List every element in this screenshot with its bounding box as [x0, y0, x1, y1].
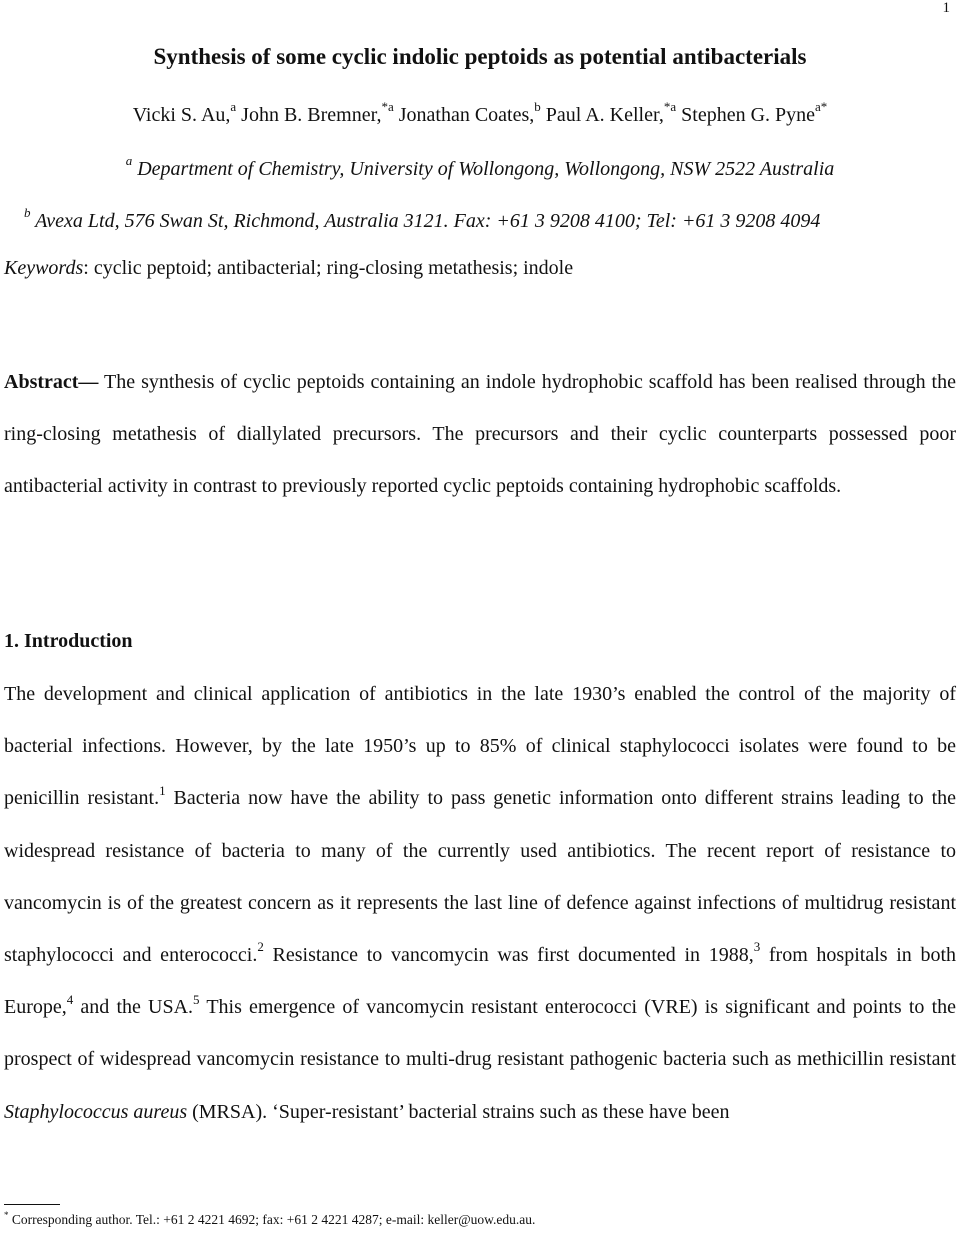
affiliation-marker: b [24, 205, 31, 221]
paragraph-text: The development and clinical application of antibiotics in the late 1930’s enabled the control of the majority of bacterial infections. However, by the late 1950’s up to 85% of clinical staphylococci isolates were found to be penicillin resistant. [4, 683, 956, 810]
affiliation-marker: a [125, 153, 133, 169]
page-number: 1 [942, 0, 950, 16]
author-affiliation-marker: a* [815, 99, 828, 115]
affiliation-b [24, 205, 821, 233]
paper-title: Synthesis of some cyclic indolic peptoids as potential antibacterials [153, 44, 807, 69]
citation-marker: 4 [66, 991, 74, 1007]
affiliation-text: Avexa Ltd, 576 Swan St, Richmond, Australia 3121. Fax: +61 3 9208 4100; Tel: +61 3 9208 4094 [35, 210, 821, 232]
species-name: Staphylococcus aureus [4, 1100, 188, 1123]
section-heading-introduction: 1. Introduction [4, 630, 133, 652]
author-affiliation-marker: *a [381, 99, 394, 115]
abstract-text: The synthesis of cyclic peptoids containing an indole hydrophobic scaffold has been realised through the ring-closing metathesis of diallylated precursors. The precursors and their cyclic counterparts possessed poor antibacterial activity in contrast to previously reported cyclic peptoids containing hydrophobic scaffolds. [4, 371, 956, 498]
author-name: Jonathan Coates, [398, 104, 535, 126]
paragraph-text: This emergence of vancomycin resistant enterococci (VRE) is significant and points to the prospect of widespread vancomycin resistance to multi-drug resistant pathogenic bacteria such as methicillin resistant [4, 996, 956, 1071]
keywords-text: : cyclic peptoid; antibacterial; ring-closing metathesis; indole [83, 257, 574, 279]
footnote [4, 1209, 536, 1228]
paragraph-text: from hospitals in both Europe, [4, 944, 957, 1019]
paragraph-text: (MRSA). ‘Super-resistant’ bacterial strains such as these have been [187, 1100, 730, 1123]
author-name: Paul A. Keller, [545, 104, 664, 126]
author-name: Stephen G. Pyne [681, 104, 816, 126]
citation-marker: 3 [753, 939, 761, 955]
footnote-text: Corresponding author. Tel.: +61 2 4221 4692; fax: +61 2 4221 4287; e-mail: keller@uow.edu.au. [8, 1212, 536, 1227]
paragraph-text: Bacteria now have the ability to pass genetic information onto different strains leading to the widespread resistance of bacteria to many of the currently used antibiotics. The recent report of resistance to vancomycin is of the greatest concern as it represents the last line of defence against infections of multidrug resistant staphylococci and enterococci. [4, 787, 957, 967]
footnote-marker: * [4, 1209, 9, 1220]
abstract-label: Abstract— [4, 371, 99, 393]
abstract [4, 356, 956, 513]
author-affiliation-marker: a [230, 99, 237, 115]
keywords-label: Keywords [4, 257, 84, 279]
author-list [0, 99, 960, 127]
author-affiliation-marker: b [534, 99, 541, 115]
paragraph-text: and the USA. [73, 996, 194, 1019]
affiliation-text: Department of Chemistry, University of Wollongong, Wollongong, NSW 2522 Australia [137, 158, 835, 180]
keywords [4, 257, 573, 280]
introduction-paragraph [4, 668, 956, 1138]
author-name: John B. Bremner, [241, 104, 382, 126]
author-affiliation-marker: *a [663, 99, 677, 115]
citation-marker: 5 [193, 991, 200, 1007]
citation-marker: 1 [159, 782, 166, 798]
affiliation-a [0, 153, 960, 181]
citation-marker: 2 [257, 939, 264, 955]
paragraph-text: Resistance to vancomycin was first documented in 1988, [263, 944, 754, 967]
author-name: Vicki S. Au, [132, 104, 231, 126]
footnote-divider [4, 1204, 60, 1205]
